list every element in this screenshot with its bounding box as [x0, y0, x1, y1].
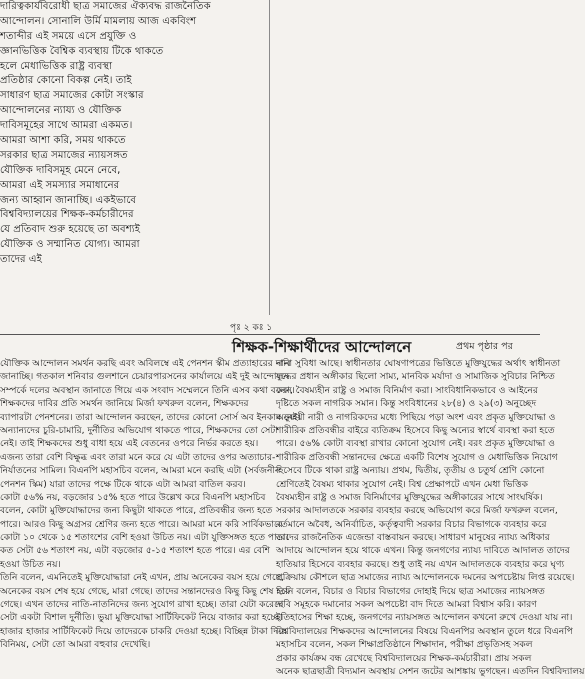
text-line: হাতিয়ার হিসেবে ব্যবহার করছে। শুধু তাই নয় এখন আদালতকে ব্যবহার করে ঘৃণ্য: [276, 559, 565, 570]
text-line: তাদের এই: [0, 254, 42, 266]
text-line: দারিত্বকার্যবিরোধী ছাত্র সমাজের ঐক্যবদ্ধ রাজনৈতিক: [0, 1, 211, 12]
text-line: অনেকের বয়স শেষ হয়ে গেছে, মারা গেছে। তাদের সন্তানদেরও কিছু কিছু শেষ হয়ে: [0, 586, 291, 597]
text-line: আন্দোলনের ন্যায্য ও যৌক্তিক: [0, 105, 122, 117]
text-line: তিনি বলেন, এমনিতেই মুক্তিযোদ্ধারা নেই এখন, প্রায় অনেকের বয়স হয়ে গেছে,: [0, 573, 285, 584]
text-line: যৌক্তিক দাবিসমূহ মেনে নেবে,: [0, 164, 121, 176]
article-column-left: [0, 358, 301, 653]
text-line: করা, বৈষম্যহীন রাষ্ট্র ও সমাজ বিনির্মাণ করা। সাংবিধানিকভাবে ও আইনের: [276, 385, 538, 396]
text-line: বর্তমানে অবৈধ, অনির্বাচিত, কর্তৃত্ববাদী সরকার বিচার বিভাগকে ব্যবহার করে: [276, 519, 547, 530]
text-line: নির্যাতনের সামিল। বিএনপি মহাসচিব বলেন, আমরা মনে করছি এটা (সর্বজনীন: [0, 466, 281, 477]
text-line: শিক্ষকদের দাবির প্রতি সমর্থন জানিয়ে মির্জা ফখরুল বলেন, শিক্ষকদের: [0, 399, 249, 410]
text-line: বিনিময়, সেটা তো আমরা বহুবার দেখেছি।: [0, 640, 151, 651]
top-article-text: [0, 0, 258, 268]
text-line: বিশ্ববিদ্যালয়ের শিক্ষকদের আন্দোলনের বিষয়ে বিএনপির অবস্থান তুলে ধরে বিএনপি: [276, 626, 573, 637]
text-line: যে প্রতিবাদ শুরু হয়েছে তা অবশ্যই: [0, 224, 141, 236]
text-line: নানা সুবিধা আছে। স্বাধীনতার ঘোষণাপত্রের ভিত্তিতে মুক্তিযুদ্ধের অর্থাৎ স্বাধীনতা: [276, 359, 561, 369]
text-line: জানাচ্ছি। গতকাল শনিবার গুলশানে চেয়ারপারসনের কার্যালয়ে এই দুই আন্দোলন: [0, 372, 289, 383]
text-line: গেছে। এখন তাদের নাতি-নাতনিদের জন্য সুযোগ রাখা হচ্ছে। তারা যেটা করেছে: [0, 600, 284, 611]
text-line: জ্ঞানভিত্তিক বৈশ্বিক ব্যবস্থায় টিকে থাকতে: [0, 45, 164, 57]
text-line: যুদ্ধের প্রধান অঙ্গীকার ছিলো সাম্য, মানবিক মর্যাদা ও সামাজিক সুবিচার নিশ্চিত: [276, 372, 555, 383]
text-line: দাবিসমূহের সাথে আমরা একমত।: [0, 120, 133, 132]
text-line: কোটা ৫৬% নয়, বড়জোর ১৫% হতে পারে উল্লেখ করে বিএনপি মহাসচিব: [0, 492, 266, 503]
text-line: আমরা আশা করি, সময় থাকতে: [0, 135, 126, 147]
text-line: হলে মেধাভিত্তিক রাষ্ট্র ব্যবস্থা: [0, 60, 113, 72]
text-line: নেই। তাই শিক্ষকদের শুধু বাধা হয়ে এই বেতনের ওপরে নির্ভর করতে হয়।: [0, 439, 259, 450]
text-line: তাদের রাজনৈতিক এজেন্ডা বাস্তবায়ন করছে। সাধারণ মানুষের ন্যায্য অধিকার: [276, 533, 550, 544]
text-line: দৃষ্টিতে সকল নাগরিক সমান। কিন্তু সংবিধানের ২৮(৪) ও ২৯(৩) অনুচ্ছেদ: [276, 399, 537, 410]
text-line: আন্দোলন। সোনালি উর্মি মামলায় আজ একবিংশ: [0, 15, 197, 27]
text-line: তিনি বলেন, বিচার ও বিচার বিভাগের দোহাই দিয়ে ছাত্র সমাজের ন্যায়সঙ্গত: [276, 586, 545, 597]
text-line: সম্পর্কে দলের অবস্থান জানাতে গিয়ে এক সংবাদ সম্মেলনে তিনি এসব কথা বলেন।: [0, 385, 295, 396]
headline-bar: [0, 335, 540, 357]
text-line: পারে। ৫৬% কোটা ব্যবস্থা রাখার কোনো সুযোগ নেই। বরং প্রকৃত মুক্তিযোদ্ধা ও: [276, 439, 555, 450]
text-line: জন্য আহ্বান জানাচ্ছি। একইভাবে: [0, 194, 137, 206]
text-line: প্রক্রিয়ায় কৌশলে ছাত্র সমাজের ন্যায্য আন্দোলনকে দমনের অপচেষ্টায় লিপ্ত রয়েছে।: [276, 573, 575, 584]
text-line: অনুযায়ী নারী ও নাগরিকদের মধ্যে পিছিয়ে পড়া অংশ এবং প্রকৃত মুক্তিযোদ্ধা ও: [276, 412, 556, 423]
text-line: কোটা ১০ থেকে ১৫ শতাংশের বেশি হওয়া উচিত নয়। এটা যুক্তিসঙ্গত হতে পারে।: [0, 533, 289, 544]
text-line: শারীরিক প্রতিবন্ধীর বাইরে ব্যতিক্রম হিসেবে কিছু অন্যের স্বার্থে ব্যবস্থা করা হতে: [276, 425, 555, 436]
text-line: অনেক ছাত্রছাত্রী বিদ্যমান অবস্থায় সেশন জটের আশঙ্কায় ভুগছেন। এতদিন বিশ্ববিদ্যালয়: [276, 666, 585, 677]
column-rule: [269, 0, 270, 315]
article-column-right: [276, 358, 585, 679]
text-line: প্রকার কার্যক্রম বন্ধ রেখেছে বিশ্ববিদ্যালয়ের শিক্ষক-কর্মচারীরা। প্রায় সকল: [276, 653, 532, 664]
text-line: আদায়ে আন্দোলন হয়ে থাকে এখন। কিন্তু জনগণের ন্যায্য দাবিতে আদালত তাদের: [276, 546, 570, 557]
continuation-kicker: প্রথম পৃষ্ঠার পর: [456, 341, 513, 352]
text-line: হাজার হাজার সার্টিফিকেট দিয়ে তাদেরকে চাকরি দেওয়া হচ্ছে। বিচ্ছিন্ন টাকা দিয়ে: [0, 626, 288, 637]
page-reference: পৃঃ ২ কঃ ১: [230, 323, 273, 333]
text-line: ব্যাপারটা পেনশনের। তারা আন্দোলন করছেন, তাদের কোনো সোর্স অব ইনকাম নেই।: [0, 412, 301, 423]
text-line: যৌক্তিক আন্দোলন সমর্থন করছি এবং অবিলম্বে এই পেনশন স্কীম প্রত্যাহারের দাবি: [0, 359, 291, 369]
text-line: বলেন, কোটা মুক্তিযোদ্ধাদের জন্য কিছুটা থাকতে পারে, প্রতিবন্ধীর জন্য হতে: [0, 506, 273, 517]
text-line: দাবি সমূহকে দমানোর সকল অপচেষ্টা বাদ দিতে আমরা বিশ্বাস করি। কারণ: [276, 600, 537, 611]
text-line: যৌক্তিক ও সম্মানিত যোগ্য। আমরা: [0, 239, 140, 251]
text-line: পেনশন স্কিম) যারা তাদের পক্ষে টিকে থাকে এটা আমরা বাতিল করব।: [0, 479, 246, 490]
text-line: বৈষম্যহীন রাষ্ট্র ও সমাজ বিনির্মাণের মুক্তিযুদ্ধের অঙ্গীকারের সাথে সাংঘর্ষিক।: [276, 492, 543, 503]
text-line: বিশ্ববিদ্যালয়ের শিক্ষক-কর্মচারীদের: [0, 209, 134, 221]
text-line: হিসেবে টিকে থাকা রাষ্ট্র অন্যায়। প্রথম, দ্বিতীয়, তৃতীয় ও চতুর্থ শ্রেণি কোনো: [276, 466, 545, 477]
text-line: মহাসচিব বলেন, সকল শিক্ষাপ্রতিষ্ঠানে শিক্ষাদান, পরীক্ষা প্রভৃতিসহ সকল: [276, 640, 533, 651]
text-line: পারে। আরও কিছু অগ্রসর শ্রেণির জন্য হতে পারে। আমরা মনে করি সার্বিকভাবে: [0, 519, 283, 530]
text-line: শারীরিক প্রতিবন্ধী সন্তানদের ক্ষেত্রে একটি বিশেষ সুযোগ ও মেধাভিত্তিক নিয়োগ: [276, 452, 558, 463]
headline: শিক্ষক-শিক্ষার্থীদের আন্দোলনে: [232, 338, 412, 356]
text-line: কত সেটা ৫৬ শতাংশ নয়, এটা বড়জোর ৫-১৫ শতাংশ হতে পারে। এর বেশি: [0, 546, 271, 557]
text-line: শতাব্দীর এই সময়ে এসে প্রযুক্তি ও: [0, 30, 137, 42]
text-line: সাধারণ ছাত্র সমাজের কোটা সংস্কার: [0, 90, 144, 102]
text-line: ইতিহাসের শিক্ষা হচ্ছে, জনগণের ন্যায়সঙ্গত আন্দোলন কখনো রুখে দেওয়া যায় না।: [276, 613, 573, 624]
text-line: অন্যান্যদের চুরি-চামারি, দুর্নীতির অভিযোগ থাকতে পারে, শিক্ষকদের তো সেটা: [0, 425, 279, 436]
text-line: সরকার আদালতকে সরকার ব্যবহার করছে অভিযোগ করে মির্জা ফখরুল বলেন,: [276, 506, 558, 517]
text-line: শ্রেণিতেই বৈষম্য থাকার সুযোগ নেই। বিশ্ব প্রেক্ষাপটে এখন মেধা ভিত্তিক: [276, 479, 528, 490]
text-line: প্রতিষ্ঠার কোনো বিকল্প নেই। তাই: [0, 75, 132, 87]
text-line: এজন্য তারা বেশি বিক্ষুব্ধ এবং তারা মনে করে যে এটা তাদের ওপর অত্যাচার-: [0, 452, 276, 463]
text-line: সেটা একটা বিশাল দুর্নীতি। ভুয়া মুক্তিযোদ্ধা সার্টিফিকেট নিয়ে বাজার করা হচ্ছে।: [0, 613, 283, 624]
text-line: সরকার ছাত্র সমাজের ন্যায়সঙ্গত: [0, 149, 128, 161]
text-line: আমরা এই সমস্যার সমাধানের: [0, 179, 120, 191]
text-line: হওয়া উচিত নয়।: [0, 559, 61, 570]
